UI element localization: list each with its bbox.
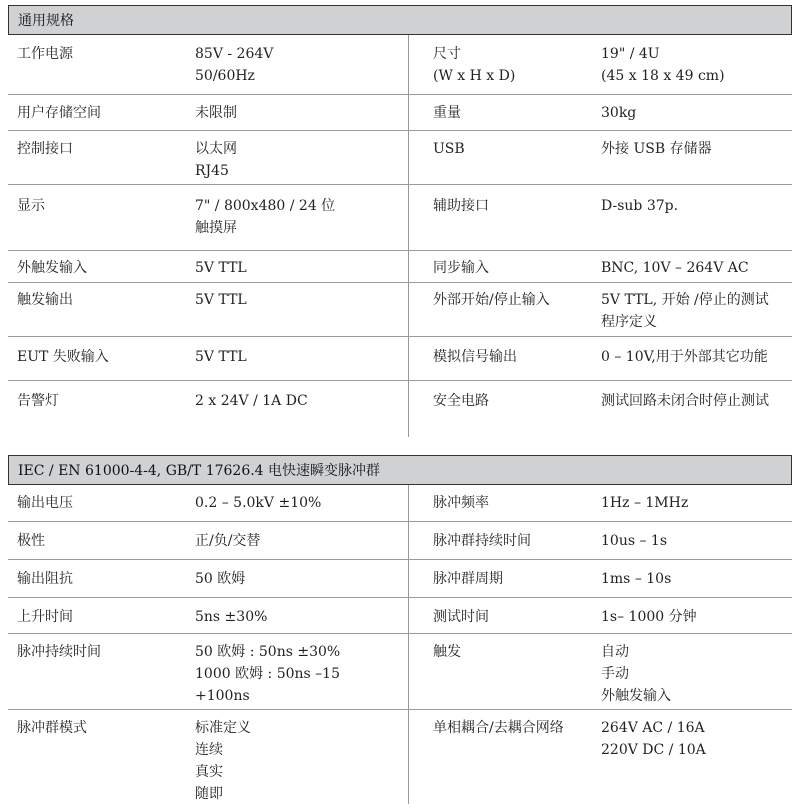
general-spec-header: 通用规格 bbox=[8, 5, 792, 35]
spec-text-line: 0.2 – 5.0kV ±10% bbox=[195, 495, 322, 511]
spec-text-line: 极性 bbox=[17, 533, 45, 549]
spec-label bbox=[17, 390, 59, 412]
spec-text-line: 外触发输入 bbox=[601, 688, 671, 704]
spec-label bbox=[17, 138, 73, 160]
spec-text-line: (45 x 18 x 49 cm) bbox=[601, 68, 725, 84]
spec-label bbox=[433, 390, 489, 412]
spec-row bbox=[8, 337, 792, 381]
spec-text-line: 脉冲频率 bbox=[433, 495, 489, 511]
spec-value bbox=[601, 390, 769, 412]
spec-label bbox=[433, 530, 531, 552]
spec-text-line: 以太网 bbox=[195, 141, 237, 157]
spec-text-line: 显示 bbox=[17, 198, 45, 214]
general-spec-table bbox=[8, 35, 792, 437]
spec-label bbox=[17, 346, 109, 368]
spec-text-line: 随即 bbox=[195, 786, 223, 802]
spec-text-line: D-sub 37p. bbox=[601, 198, 679, 214]
spec-text-line: 50/60Hz bbox=[195, 68, 255, 84]
spec-text-line: 触发 bbox=[433, 644, 461, 660]
spec-text-line: 输出阻抗 bbox=[17, 571, 73, 587]
spec-text-line: 1ms – 10s bbox=[601, 571, 672, 587]
spec-text-line: 连续 bbox=[195, 742, 223, 758]
spec-label bbox=[433, 43, 515, 87]
spec-row bbox=[8, 131, 792, 185]
spec-label bbox=[17, 289, 73, 311]
spec-value bbox=[195, 43, 273, 87]
spec-value bbox=[195, 568, 245, 590]
spec-text-line: 0 – 10V,用于外部其它功能 bbox=[601, 349, 768, 365]
spec-value bbox=[601, 641, 671, 707]
spec-label bbox=[17, 641, 101, 663]
column-divider bbox=[408, 283, 409, 336]
spec-value bbox=[601, 43, 725, 87]
spec-value bbox=[195, 195, 335, 239]
spec-label bbox=[17, 568, 73, 590]
spec-label bbox=[433, 257, 489, 279]
spec-text-line: 脉冲群持续时间 bbox=[433, 533, 531, 549]
spec-text-line: 1000 欧姆 : 50ns –15 bbox=[195, 666, 340, 682]
spec-row bbox=[8, 485, 792, 522]
spec-text-line: 5ns ±30% bbox=[195, 609, 268, 625]
spec-row bbox=[8, 381, 792, 437]
spec-text-line: 220V DC / 10A bbox=[601, 742, 706, 758]
spec-text-line: 手动 bbox=[601, 666, 629, 682]
spec-value bbox=[195, 717, 251, 805]
spec-label bbox=[17, 102, 101, 124]
spec-text-line: 外部开始/停止输入 bbox=[433, 292, 550, 308]
spec-text-line: 未限制 bbox=[195, 105, 237, 121]
spec-text-line: RJ45 bbox=[195, 163, 229, 179]
spec-value bbox=[195, 257, 247, 279]
spec-text-line: USB bbox=[433, 141, 465, 157]
spec-text-line: 告警灯 bbox=[17, 393, 59, 409]
spec-text-line: 上升时间 bbox=[17, 609, 73, 625]
spec-value bbox=[601, 138, 712, 160]
spec-text-line: +100ns bbox=[195, 688, 250, 704]
spec-text-line: 真实 bbox=[195, 764, 223, 780]
spec-text-line: 控制接口 bbox=[17, 141, 73, 157]
column-divider bbox=[408, 522, 409, 559]
spec-value bbox=[601, 530, 667, 552]
spec-row bbox=[8, 185, 792, 251]
spec-label bbox=[433, 102, 461, 124]
spec-label bbox=[17, 43, 73, 65]
spec-value bbox=[195, 390, 308, 412]
spec-value bbox=[195, 138, 237, 182]
spec-value bbox=[601, 289, 769, 333]
spec-row bbox=[8, 710, 792, 804]
spec-text-line: 安全电路 bbox=[433, 393, 489, 409]
spec-label bbox=[433, 492, 489, 514]
spec-text-line: 输出电压 bbox=[17, 495, 73, 511]
spec-label bbox=[433, 606, 489, 628]
column-divider bbox=[408, 95, 409, 130]
spec-row bbox=[8, 634, 792, 710]
spec-text-line: 单相耦合/去耦合网络 bbox=[433, 720, 564, 736]
spec-row bbox=[8, 95, 792, 131]
spec-value bbox=[195, 530, 260, 552]
spec-text-line: 程序定义 bbox=[601, 314, 657, 330]
spec-text-line: 测试回路未闭合时停止测试 bbox=[601, 393, 769, 409]
spec-label bbox=[17, 195, 45, 217]
spec-value bbox=[601, 195, 678, 217]
column-divider bbox=[408, 381, 409, 437]
spec-text-line: 264V AC / 16A bbox=[601, 720, 705, 736]
spec-text-line: 50 欧姆 : 50ns ±30% bbox=[195, 644, 341, 660]
column-divider bbox=[408, 634, 409, 709]
spec-text-line: 标准定义 bbox=[195, 720, 251, 736]
spec-row bbox=[8, 560, 792, 598]
spec-text-line: 工作电源 bbox=[17, 46, 73, 62]
spec-text-line: 同步输入 bbox=[433, 260, 489, 276]
column-divider bbox=[408, 131, 409, 184]
spec-value bbox=[601, 717, 706, 761]
spec-value bbox=[601, 346, 768, 368]
spec-text-line: 重量 bbox=[433, 105, 461, 121]
spec-value bbox=[601, 257, 749, 279]
spec-row bbox=[8, 35, 792, 95]
spec-label bbox=[17, 530, 45, 552]
column-divider bbox=[408, 185, 409, 250]
spec-row bbox=[8, 283, 792, 337]
spec-label bbox=[17, 717, 87, 739]
spec-text-line: 50 欧姆 bbox=[195, 571, 246, 587]
spec-text-line: 85V - 264V bbox=[195, 46, 274, 62]
spec-text-line: 尺寸 bbox=[433, 46, 461, 62]
spec-text-line: 5V TTL, 开始 /停止的测试 bbox=[601, 292, 769, 308]
spec-text-line: 脉冲群周期 bbox=[433, 571, 503, 587]
spec-value bbox=[195, 492, 321, 514]
spec-text-line: 触摸屏 bbox=[195, 220, 237, 236]
spec-label bbox=[433, 138, 465, 160]
spec-text-line: 用户存储空间 bbox=[17, 105, 101, 121]
spec-text-line: 脉冲持续时间 bbox=[17, 644, 101, 660]
spec-row bbox=[8, 598, 792, 634]
column-divider bbox=[408, 251, 409, 282]
column-divider bbox=[408, 337, 409, 380]
eft-spec-header: IEC / EN 61000-4-4, GB/T 17626.4 电快速瞬变脉冲群 bbox=[8, 455, 792, 485]
spec-text-line: 2 x 24V / 1A DC bbox=[195, 393, 308, 409]
spec-label bbox=[433, 717, 564, 739]
spec-value bbox=[601, 568, 671, 590]
spec-text-line: 5V TTL bbox=[195, 292, 247, 308]
spec-text-line: 外触发输入 bbox=[17, 260, 87, 276]
spec-text-line: 脉冲群模式 bbox=[17, 720, 87, 736]
spec-text-line: 30kg bbox=[601, 105, 637, 121]
eft-spec-table bbox=[8, 485, 792, 804]
spec-value bbox=[195, 641, 340, 707]
spec-text-line: 19" / 4U bbox=[601, 46, 660, 62]
spec-text-line: (W x H x D) bbox=[433, 68, 516, 84]
eft-spec-section bbox=[8, 455, 792, 804]
spec-text-line: 外接 USB 存储器 bbox=[601, 141, 712, 157]
spec-label bbox=[433, 195, 489, 217]
column-divider bbox=[408, 35, 409, 94]
spec-text-line: 10us – 1s bbox=[601, 533, 668, 549]
column-divider bbox=[408, 485, 409, 521]
spec-text-line: 1s– 1000 分钟 bbox=[601, 609, 697, 625]
spec-text-line: 正/负/交替 bbox=[195, 533, 261, 549]
spec-text-line: 辅助接口 bbox=[433, 198, 489, 214]
spec-value bbox=[195, 102, 237, 124]
spec-text-line: 触发输出 bbox=[17, 292, 73, 308]
spec-text-line: 测试时间 bbox=[433, 609, 489, 625]
spec-value bbox=[195, 346, 247, 368]
spec-text-line: 模拟信号输出 bbox=[433, 349, 517, 365]
spec-text-line: 5V TTL bbox=[195, 349, 247, 365]
spec-value bbox=[195, 606, 267, 628]
spec-label bbox=[433, 568, 503, 590]
spec-value bbox=[601, 102, 636, 124]
spec-label bbox=[17, 606, 73, 628]
spec-text-line: EUT 失败输入 bbox=[17, 349, 109, 365]
spec-row bbox=[8, 251, 792, 283]
spec-text-line: 7" / 800x480 / 24 位 bbox=[195, 198, 336, 214]
column-divider bbox=[408, 560, 409, 597]
column-divider bbox=[408, 710, 409, 804]
spec-value bbox=[601, 492, 688, 514]
spec-label bbox=[433, 289, 550, 311]
spec-text-line: 5V TTL bbox=[195, 260, 247, 276]
spec-label bbox=[17, 257, 87, 279]
spec-label bbox=[433, 346, 517, 368]
spec-label bbox=[17, 492, 73, 514]
spec-row bbox=[8, 522, 792, 560]
spec-text-line: 自动 bbox=[601, 644, 629, 660]
spec-value bbox=[195, 289, 247, 311]
column-divider bbox=[408, 598, 409, 633]
spec-text-line: 1Hz – 1MHz bbox=[601, 495, 689, 511]
spec-value bbox=[601, 606, 697, 628]
spec-label bbox=[433, 641, 461, 663]
general-spec-section bbox=[8, 5, 792, 437]
spec-text-line: BNC, 10V – 264V AC bbox=[601, 260, 749, 276]
